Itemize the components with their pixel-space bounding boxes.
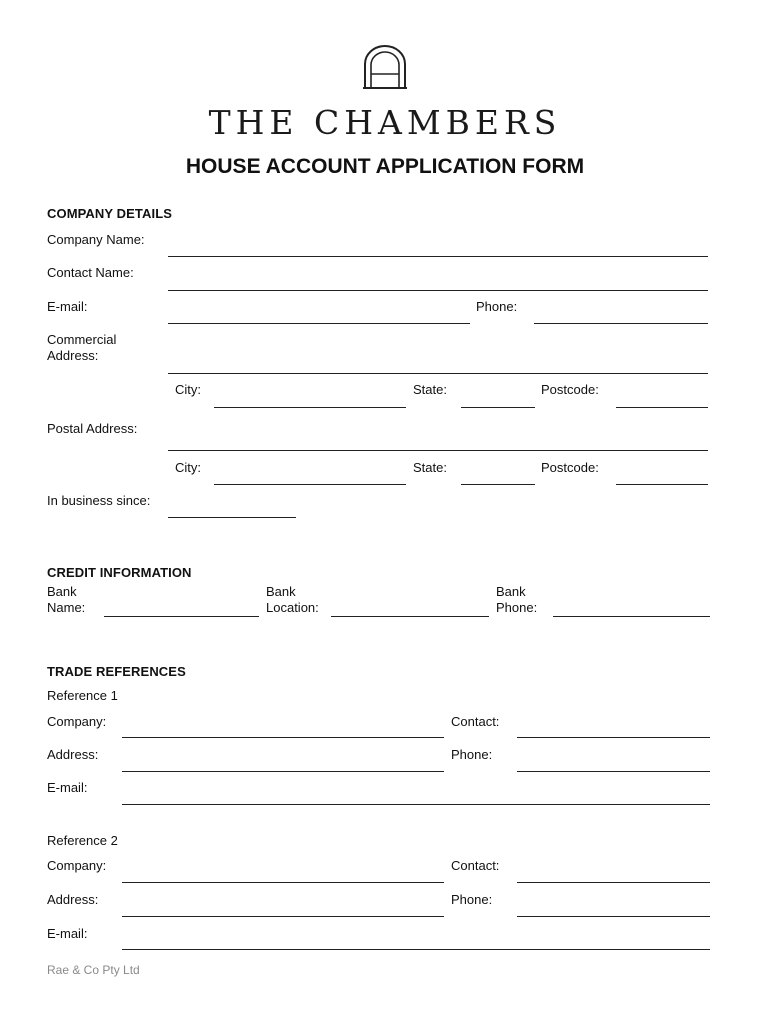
in-business-since-field[interactable] (168, 499, 296, 517)
contact-name-label: Contact Name: (47, 265, 134, 280)
arched-window-icon (362, 44, 408, 90)
commercial-address-label-line2: Address: (47, 348, 99, 363)
reference-1-address-label: Address: (47, 747, 99, 762)
bank-phone-field[interactable] (553, 598, 710, 616)
section-heading-credit-information: CREDIT INFORMATION (47, 565, 192, 580)
reference-2-title: Reference 2 (47, 833, 118, 848)
contact-name-field[interactable] (168, 272, 708, 290)
reference-1-contact-label: Contact: (451, 714, 500, 729)
postal-postcode-label: Postcode: (541, 460, 599, 475)
reference-2-address-label: Address: (47, 892, 99, 907)
reference-1-phone-label: Phone: (451, 747, 493, 762)
reference-1-title: Reference 1 (47, 688, 118, 703)
company-name-field[interactable] (168, 238, 708, 256)
brand-title: THE CHAMBERS (208, 103, 562, 142)
phone-label: Phone: (476, 299, 518, 314)
reference-1-company-label: Company: (47, 714, 107, 729)
bank-name-label-line2: Name: (47, 600, 86, 615)
company-name-label: Company Name: (47, 232, 145, 247)
in-business-since-label: In business since: (47, 493, 151, 508)
commercial-address-field[interactable] (168, 355, 708, 373)
postal-state-field[interactable] (461, 466, 535, 484)
reference-1-email-label: E-mail: (47, 780, 88, 795)
commercial-postcode-field[interactable] (616, 389, 708, 407)
reference-1-email-field[interactable] (122, 786, 710, 804)
email-label: E-mail: (47, 299, 88, 314)
reference-2-phone-field[interactable] (517, 898, 710, 916)
commercial-postcode-label: Postcode: (541, 382, 599, 397)
reference-1-phone-field[interactable] (517, 753, 710, 771)
reference-2-email-label: E-mail: (47, 926, 88, 941)
commercial-city-label: City: (175, 382, 201, 397)
form-title: HOUSE ACCOUNT APPLICATION FORM (185, 155, 585, 178)
reference-2-company-label: Company: (47, 858, 107, 873)
bank-location-label-line2: Location: (266, 600, 319, 615)
bank-location-field[interactable] (331, 598, 489, 616)
bank-name-label-line1: Bank (47, 584, 77, 599)
postal-state-label: State: (413, 460, 447, 475)
reference-1-company-field[interactable] (122, 719, 444, 737)
reference-2-phone-label: Phone: (451, 892, 493, 907)
reference-2-contact-field[interactable] (517, 864, 710, 882)
bank-phone-label-line1: Bank (496, 584, 526, 599)
postal-address-label: Postal Address: (47, 421, 138, 436)
reference-2-company-field[interactable] (122, 864, 444, 882)
section-heading-trade-references: TRADE REFERENCES (47, 664, 186, 679)
postal-postcode-field[interactable] (616, 466, 708, 484)
commercial-city-field[interactable] (214, 389, 406, 407)
section-heading-company-details: COMPANY DETAILS (47, 206, 173, 221)
phone-field[interactable] (534, 305, 708, 323)
postal-address-field[interactable] (168, 432, 708, 450)
bank-phone-label-line2: Phone: (496, 600, 538, 615)
commercial-address-label-line1: Commercial (47, 332, 117, 347)
reference-2-address-field[interactable] (122, 898, 444, 916)
reference-2-contact-label: Contact: (451, 858, 500, 873)
commercial-state-label: State: (413, 382, 447, 397)
bank-location-label-line1: Bank (266, 584, 296, 599)
postal-city-label: City: (175, 460, 201, 475)
reference-1-address-field[interactable] (122, 753, 444, 771)
postal-city-field[interactable] (214, 466, 406, 484)
footer-text: Rae & Co Pty Ltd (47, 963, 140, 977)
bank-name-field[interactable] (104, 598, 259, 616)
reference-2-email-field[interactable] (122, 931, 710, 949)
reference-1-contact-field[interactable] (517, 719, 710, 737)
email-field[interactable] (168, 305, 470, 323)
commercial-state-field[interactable] (461, 389, 535, 407)
